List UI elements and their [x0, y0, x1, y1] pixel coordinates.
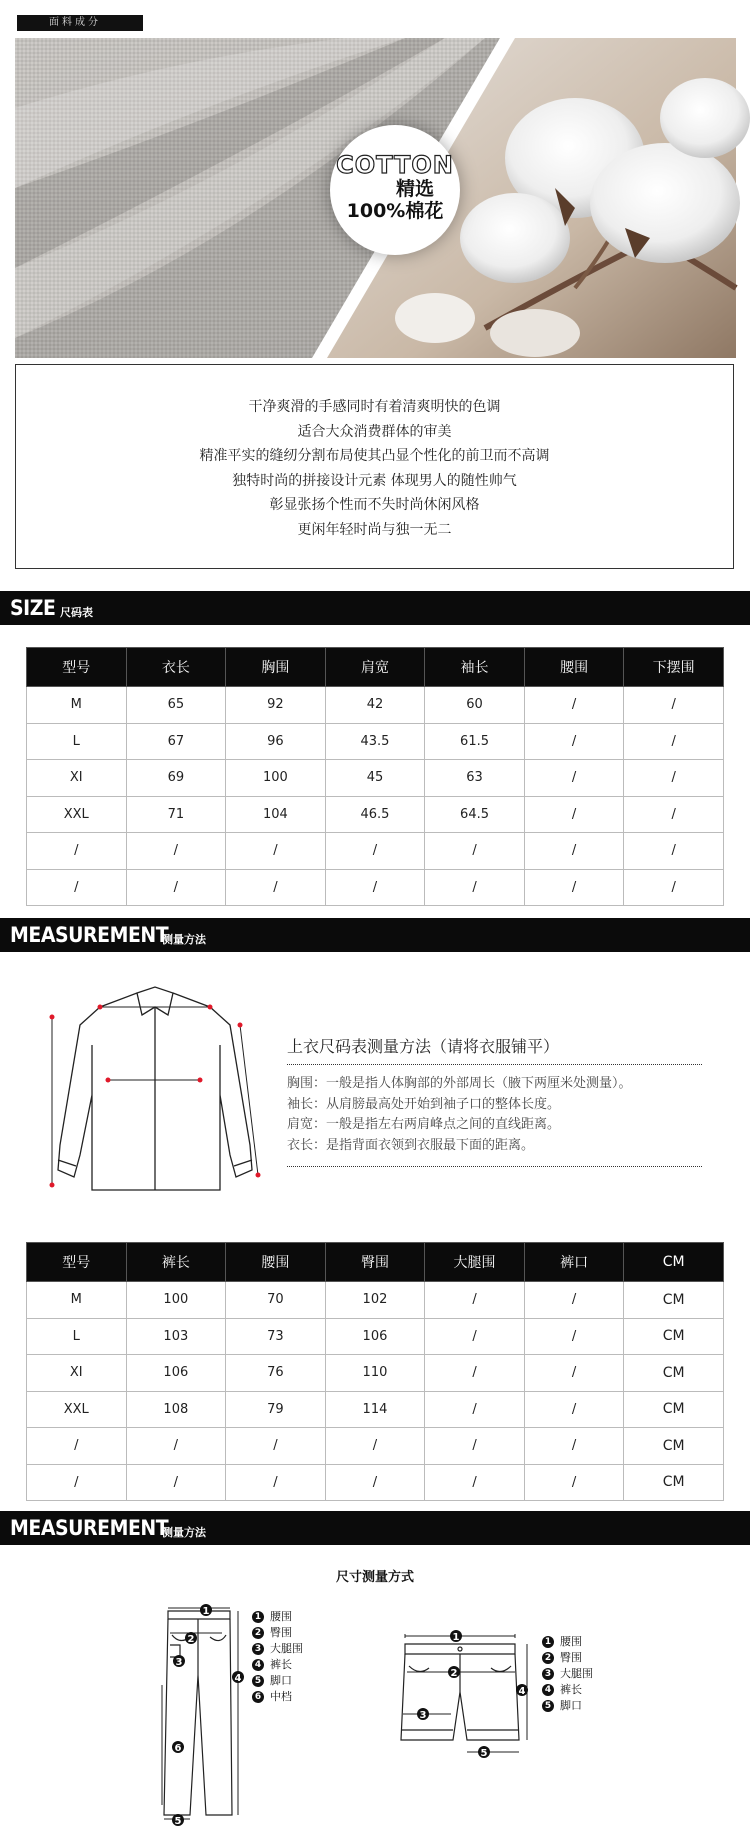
column-header: 袖长: [425, 648, 525, 687]
legend-label: 臀围: [270, 1626, 292, 1639]
column-header: 胸围: [226, 648, 326, 687]
legend-item: [252, 1657, 303, 1673]
measure-line: 袖长：从肩膀最高处开始到袖子口的整体长度。: [287, 1096, 561, 1112]
measurement-bar-title: MEASUREMENT: [10, 1516, 169, 1540]
measurement-bar-subtitle: 测量方法: [162, 933, 206, 946]
table-cell: 71: [126, 796, 226, 833]
table-cell: 43.5: [325, 723, 425, 760]
legend-item: [252, 1625, 303, 1641]
badge-cotton-word: COTTON: [336, 151, 454, 179]
table-cell: /: [524, 687, 624, 724]
legend-item: [542, 1634, 593, 1650]
table-cell: /: [27, 869, 127, 906]
table-cell: CM: [624, 1318, 724, 1355]
table-cell: 64.5: [425, 796, 525, 833]
table-cell: /: [524, 1318, 624, 1355]
table-cell: /: [524, 869, 624, 906]
legend-item: [252, 1673, 303, 1689]
table-cell: 65: [126, 687, 226, 724]
table-cell: /: [624, 723, 724, 760]
table-cell: M: [27, 687, 127, 724]
legend-number: 6: [252, 1691, 264, 1703]
measure-line: 肩宽：一般是指左右两肩峰点之间的直线距离。: [287, 1117, 561, 1132]
table-cell: CM: [624, 1355, 724, 1392]
table-cell: 69: [126, 760, 226, 797]
table-cell: 100: [226, 760, 326, 797]
table-cell: 114: [325, 1391, 425, 1428]
table-header-row: [27, 648, 724, 687]
measure-line: 胸围：一般是指人体胸部的外部周长（腋下两厘米处测量）。: [287, 1076, 632, 1091]
table-cell: 110: [325, 1355, 425, 1392]
table-cell: /: [624, 833, 724, 870]
column-header: 臀围: [325, 1243, 425, 1282]
table-cell: /: [425, 1318, 525, 1355]
table-cell: 106: [325, 1318, 425, 1355]
cotton-badge: [330, 125, 460, 255]
table-cell: 104: [226, 796, 326, 833]
marker-1-label: 1: [202, 1606, 210, 1617]
legend-label: 中档: [270, 1690, 292, 1703]
description-line: 彰显张扬个性而不失时尚休闲风格: [269, 497, 480, 513]
table-cell: /: [524, 723, 624, 760]
marker-5: [172, 1814, 184, 1827]
table-cell: /: [524, 1464, 624, 1501]
legend-number: 2: [252, 1627, 264, 1639]
table-cell: /: [226, 833, 326, 870]
shorts-markers: [419, 1620, 550, 1780]
description-line: 独特时尚的拼接设计元素 体现男人的随性帅气: [232, 472, 517, 489]
table-cell: CM: [624, 1391, 724, 1428]
legend-number: 3: [252, 1643, 264, 1655]
legend-number: 4: [542, 1684, 554, 1696]
table-cell: /: [325, 869, 425, 906]
table-cell: 92: [226, 687, 326, 724]
product-description-box: [15, 364, 734, 569]
table-cell: 103: [126, 1318, 226, 1355]
column-header: 型号: [27, 648, 127, 687]
table-cell: 106: [126, 1355, 226, 1392]
legend-label: 臀围: [560, 1651, 582, 1664]
column-header: 型号: [27, 1243, 127, 1282]
table-cell: /: [27, 833, 127, 870]
shorts-marker-2-label: 2: [450, 1668, 458, 1679]
size-bar-title: SIZE: [10, 596, 56, 620]
table-cell: 67: [126, 723, 226, 760]
column-header: 裤长: [126, 1243, 226, 1282]
legend-number: 4: [252, 1659, 264, 1671]
marker-3: [173, 1655, 185, 1668]
top-measure-title: 上衣尺码表测量方法（请将衣服铺平）: [287, 1037, 560, 1056]
column-header: CM: [624, 1243, 724, 1282]
table-cell: /: [126, 869, 226, 906]
table-cell: CM: [624, 1464, 724, 1501]
table-cell: 96: [226, 723, 326, 760]
table-cell: L: [27, 723, 127, 760]
badge-select-text: 精选: [395, 178, 434, 200]
table-cell: 46.5: [325, 796, 425, 833]
measure-line: 衣长：是指背面衣领到衣服最下面的距离。: [287, 1137, 535, 1153]
description-line: 更闲年轻时尚与独一无二: [297, 521, 452, 538]
measurement-section-bar-2: [0, 1511, 750, 1545]
table-row: [27, 1318, 724, 1355]
table-cell: XXL: [27, 1391, 127, 1428]
table-cell: 100: [126, 1282, 226, 1319]
table-cell: /: [226, 869, 326, 906]
table-cell: 60: [425, 687, 525, 724]
table-cell: L: [27, 1318, 127, 1355]
table-cell: /: [325, 1428, 425, 1465]
table-cell: M: [27, 1282, 127, 1319]
shirt-measurement-diagram: [40, 985, 270, 1205]
table-row: [27, 1428, 724, 1465]
measurement-bar-subtitle: 测量方法: [162, 1526, 206, 1539]
shorts-marker-3-label: 3: [419, 1710, 427, 1721]
legend-number: 1: [542, 1636, 554, 1648]
legend-item: [542, 1698, 593, 1714]
table-cell: 45: [325, 760, 425, 797]
column-header: 大腿围: [425, 1243, 525, 1282]
table-cell: 102: [325, 1282, 425, 1319]
top-size-table: [26, 647, 724, 906]
marker-2-label: 2: [187, 1634, 195, 1645]
description-line: 适合大众消费群体的审美: [297, 423, 452, 440]
legend-item: [542, 1666, 593, 1682]
table-row: [27, 687, 724, 724]
shorts-marker-1-label: 1: [452, 1632, 460, 1643]
table-cell: CM: [624, 1428, 724, 1465]
legend-number: 1: [252, 1611, 264, 1623]
fabric-composition-tag: 面料成分: [17, 15, 143, 31]
table-cell: /: [524, 1428, 624, 1465]
shorts-marker-4-label: 4: [518, 1686, 526, 1697]
table-cell: 42: [325, 687, 425, 724]
table-cell: /: [425, 1355, 525, 1392]
table-cell: /: [624, 796, 724, 833]
table-cell: /: [425, 1391, 525, 1428]
table-row: [27, 1391, 724, 1428]
legend-item: [252, 1609, 303, 1625]
shorts-marker-1: [450, 1630, 462, 1643]
column-header: 裤口: [524, 1243, 624, 1282]
table-cell: /: [226, 1464, 326, 1501]
pants-size-table: [26, 1242, 724, 1501]
table-cell: /: [524, 833, 624, 870]
marker-5-label: 5: [174, 1816, 182, 1827]
legend-item: [542, 1650, 593, 1666]
measurement-section-bar: [0, 918, 750, 952]
legend-label: 裤长: [560, 1683, 582, 1696]
column-header: 下摆围: [624, 648, 724, 687]
marker-4-label: 4: [234, 1673, 242, 1684]
legend-label: 裤长: [270, 1658, 292, 1671]
table-cell: /: [624, 760, 724, 797]
table-cell: XI: [27, 760, 127, 797]
table-cell: /: [325, 833, 425, 870]
measurement-bar-title: MEASUREMENT: [10, 923, 169, 947]
legend-label: 大腿围: [560, 1667, 593, 1680]
table-cell: /: [27, 1428, 127, 1465]
table-cell: 108: [126, 1391, 226, 1428]
table-cell: /: [425, 833, 525, 870]
column-header: 肩宽: [325, 648, 425, 687]
table-cell: /: [226, 1428, 326, 1465]
size-bar-subtitle: 尺码表: [60, 606, 93, 619]
legend-number: 3: [542, 1668, 554, 1680]
column-header: 腰围: [524, 648, 624, 687]
table-cell: /: [425, 869, 525, 906]
table-row: [27, 833, 724, 870]
shorts-marker-4: [516, 1684, 528, 1697]
dotted-divider: [287, 1166, 702, 1167]
marker-3-label: 3: [175, 1657, 183, 1668]
table-cell: 76: [226, 1355, 326, 1392]
table-cell: 73: [226, 1318, 326, 1355]
legend-item: [252, 1689, 303, 1705]
table-row: [27, 1355, 724, 1392]
top-measure-instructions: [287, 1074, 632, 1156]
table-cell: 63: [425, 760, 525, 797]
marker-2: [185, 1632, 197, 1645]
marker-6-label: 6: [174, 1743, 182, 1754]
size-section-bar: [0, 591, 750, 625]
table-cell: 79: [226, 1391, 326, 1428]
table-cell: /: [524, 1282, 624, 1319]
column-header: 腰围: [226, 1243, 326, 1282]
dotted-divider: [287, 1064, 702, 1065]
description-line: 干净爽滑的手感同时有着清爽明快的色调: [248, 399, 501, 415]
column-header: 衣长: [126, 648, 226, 687]
table-cell: /: [425, 1428, 525, 1465]
legend-label: 脚口: [270, 1674, 292, 1687]
table-cell: /: [624, 687, 724, 724]
long-pants-markers: [148, 1597, 268, 1829]
table-cell: /: [425, 1464, 525, 1501]
pants-measure-title: 尺寸测量方式: [335, 1570, 414, 1585]
marker-1: [200, 1604, 212, 1617]
legend-label: 大腿围: [270, 1642, 303, 1655]
table-row: [27, 723, 724, 760]
shorts-marker-5-label: 5: [480, 1748, 488, 1759]
table-cell: /: [524, 760, 624, 797]
table-cell: /: [425, 1282, 525, 1319]
table-row: [27, 760, 724, 797]
table-row: [27, 869, 724, 906]
legend-number: 5: [252, 1675, 264, 1687]
long-pants-legend: [252, 1609, 303, 1705]
table-cell: /: [524, 1391, 624, 1428]
shorts-marker-2: [448, 1666, 460, 1679]
table-cell: /: [126, 1464, 226, 1501]
shorts-legend: [542, 1634, 593, 1714]
legend-label: 腰围: [270, 1610, 292, 1623]
marker-6: [172, 1741, 184, 1754]
legend-number: 2: [542, 1652, 554, 1664]
description-line: 精准平实的缝纫分割布局使其凸显个性化的前卫而不高调: [199, 448, 550, 464]
table-cell: CM: [624, 1282, 724, 1319]
table-cell: XXL: [27, 796, 127, 833]
legend-item: [542, 1682, 593, 1698]
table-cell: 70: [226, 1282, 326, 1319]
table-cell: /: [126, 1428, 226, 1465]
legend-item: [252, 1641, 303, 1657]
table-cell: /: [325, 1464, 425, 1501]
legend-number: 5: [542, 1700, 554, 1712]
legend-label: 腰围: [560, 1635, 582, 1648]
table-row: [27, 1282, 724, 1319]
table-cell: 61.5: [425, 723, 525, 760]
table-row: [27, 1464, 724, 1501]
table-row: [27, 796, 724, 833]
table-cell: /: [624, 869, 724, 906]
table-cell: /: [524, 1355, 624, 1392]
table-cell: /: [126, 833, 226, 870]
badge-percent-text: 100%棉花: [346, 200, 444, 222]
legend-label: 脚口: [560, 1699, 582, 1712]
shorts-marker-5: [478, 1746, 490, 1759]
table-cell: XI: [27, 1355, 127, 1392]
table-header-row: [27, 1243, 724, 1282]
table-cell: /: [27, 1464, 127, 1501]
table-cell: /: [524, 796, 624, 833]
marker-4: [232, 1671, 244, 1684]
